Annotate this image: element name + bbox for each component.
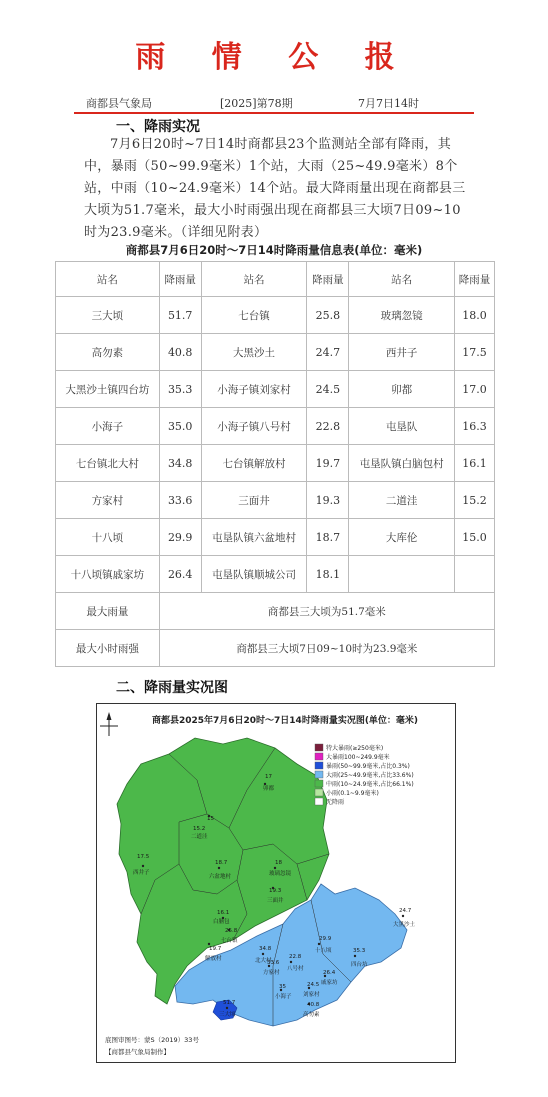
map-station-label: 玻璃忽镜 [269, 871, 292, 877]
max-rain-label: 最大雨量 [56, 593, 160, 630]
map-value-label: 40.8 [307, 1002, 320, 1008]
bulletin-title: 雨 情 公 报 [135, 40, 413, 75]
station-name: 十八顷 [56, 519, 160, 556]
map-value-label: 33.6 [267, 960, 280, 966]
rain-value: 19.7 [307, 445, 349, 482]
table-caption: 商都县7月6日20时～7日14时降雨量信息表(单位：毫米) [125, 243, 423, 257]
station-name: 大黑沙土 [201, 334, 307, 371]
station-name: 屯垦队 [349, 408, 455, 445]
rain-value: 15.2 [455, 482, 495, 519]
map-station-label: 四台坊 [351, 962, 368, 968]
station-name: 高勿素 [56, 334, 160, 371]
rain-value: 26.4 [159, 556, 201, 593]
map-value-label: 18 [275, 860, 282, 866]
map-value-label: 19.3 [269, 888, 282, 894]
max-hour-label: 最大小时雨强 [56, 630, 160, 667]
map-value-label: 17 [265, 774, 272, 780]
map-station-label: 解放村 [205, 956, 222, 962]
map-station-label: 刘家村 [303, 992, 320, 998]
table-row [56, 519, 495, 556]
max-rain-row [56, 593, 495, 630]
rain-value: 40.8 [159, 334, 201, 371]
map-value-label: 19.7 [209, 946, 222, 952]
rain-value: 29.9 [159, 519, 201, 556]
table-row [56, 334, 495, 371]
header-value: 降雨量 [307, 262, 349, 297]
map-station-label: 白脑包 [213, 919, 230, 925]
map-footer-ref: 底图审图号：蒙S（2019）33号 [105, 1036, 199, 1044]
station-name: 方家村 [56, 482, 160, 519]
map-value-label: 24.5 [307, 982, 320, 988]
map-value-label: 15.2 [193, 826, 206, 832]
rainfall-map-svg [97, 704, 455, 1062]
table-row [56, 297, 495, 334]
rain-value: 15.0 [455, 519, 495, 556]
station-name: 三面井 [201, 482, 307, 519]
rain-value: 35.0 [159, 408, 201, 445]
rain-value: 34.8 [159, 445, 201, 482]
map-station-label: 八号村 [287, 966, 304, 972]
section2-heading: 二、降雨量实况图 [116, 680, 228, 696]
station-name: 玻璃忽镜 [349, 297, 455, 334]
station-name: 七台镇解放村 [201, 445, 307, 482]
station-name: 三大顷 [56, 297, 160, 334]
rain-value [455, 556, 495, 593]
map-value-label: 35.3 [353, 948, 366, 954]
max-hour-row [56, 630, 495, 667]
table-header-row [56, 262, 495, 297]
map-station-label: 三面井 [267, 898, 284, 904]
legend-label: 无降雨 [326, 799, 345, 806]
map-station-label: 大黑沙土 [393, 922, 416, 928]
map-footer-maker: 【商都县气象局制作】 [105, 1048, 170, 1056]
map-station-label: 二道洼 [191, 834, 208, 840]
rain-value: 24.7 [307, 334, 349, 371]
rain-value: 24.5 [307, 371, 349, 408]
map-value-label: 35 [279, 984, 286, 990]
header-value: 降雨量 [159, 262, 201, 297]
header-value: 降雨量 [455, 262, 495, 297]
map-value-label: 16.1 [217, 910, 230, 916]
rain-value: 18.7 [307, 519, 349, 556]
max-rain-value: 商都县三大顷为51.7毫米 [159, 593, 494, 630]
legend-label: 大暴雨100~249.9毫米 [326, 754, 390, 761]
station-name: 屯垦队镇顺城公司 [201, 556, 307, 593]
map-station-label: 卯都 [263, 786, 275, 792]
section1-paragraph: 7月6日20时~7日14时商都县23个监测站全部有降雨，其中，暴雨（50~99.9毫米）1个站，大雨（25~49.9毫米）8个站，中雨（10~24.9毫米）14个站。最大降雨量出现在商都县三大顷为51.7毫米，最大小时雨强出现在商都县三大顷7日09~10时为23.9毫米。（详细见附表） [84, 137, 466, 240]
table-row [56, 556, 495, 593]
station-name: 小海子 [56, 408, 160, 445]
station-name: 大黑沙土镇四台坊 [56, 371, 160, 408]
map-footer [105, 1035, 199, 1056]
map-station-label: 小海子 [275, 994, 292, 1000]
map-value-label: 22.8 [289, 954, 302, 960]
map-value-label: 17.5 [137, 854, 150, 860]
rain-value: 51.7 [159, 297, 201, 334]
north-arrow-icon [100, 712, 118, 736]
rain-value: 33.6 [159, 482, 201, 519]
issue-date: 7月7日14时 [358, 97, 419, 110]
station-name: 十八顷镇戚家坊 [56, 556, 160, 593]
rain-value: 18.0 [455, 297, 495, 334]
rain-value: 25.8 [307, 297, 349, 334]
rain-value: 16.1 [455, 445, 495, 482]
map-station-label: 戚家坊 [321, 980, 338, 986]
map-title: 商都县2025年7月6日20时～7日14时降雨量实况图(单位：毫米) [151, 716, 419, 726]
map-value-label: 18.7 [215, 860, 228, 866]
header-station: 站名 [349, 262, 455, 297]
rain-value: 19.3 [307, 482, 349, 519]
map-station-label: 西井子 [133, 870, 150, 876]
station-name: 二道洼 [349, 482, 455, 519]
header-station: 站名 [56, 262, 160, 297]
rain-value: 22.8 [307, 408, 349, 445]
rainfall-map [96, 703, 456, 1063]
station-name: 小海子镇刘家村 [201, 371, 307, 408]
header-station: 站名 [201, 262, 307, 297]
station-name [349, 556, 455, 593]
station-name: 屯垦队镇白脑包村 [349, 445, 455, 482]
table-row [56, 371, 495, 408]
table-row [56, 445, 495, 482]
section1-heading: 一、降雨实况 [116, 119, 200, 135]
header-divider [74, 112, 474, 114]
station-name: 七台镇 [201, 297, 307, 334]
map-station-label: 七台镇 [221, 938, 238, 944]
legend-label: 小雨(0.1~9.9毫米) [326, 790, 379, 797]
map-value-label: 24.7 [399, 908, 412, 914]
station-name: 大库伦 [349, 519, 455, 556]
map-station-label: 十八顷 [315, 948, 332, 954]
bureau-name: 商都县气象局 [86, 97, 152, 110]
map-station-label: 六盆地村 [209, 874, 232, 880]
map-station-label: 三大顷 [219, 1012, 236, 1018]
map-value-label: 15 [207, 816, 214, 822]
rain-value: 35.3 [159, 371, 201, 408]
rainfall-table [55, 261, 495, 667]
map-station-label: 高勿素 [303, 1012, 320, 1018]
map-value-label: 29.9 [319, 936, 332, 942]
map-value-label: 34.8 [259, 946, 272, 952]
table-row [56, 408, 495, 445]
legend-label: 中雨(10~24.9毫米,占比66.1%) [326, 781, 414, 788]
station-name: 屯垦队镇六盆地村 [201, 519, 307, 556]
map-value-label: 25.8 [225, 928, 238, 934]
map-value-label: 51.7 [223, 1000, 236, 1006]
map-legend [315, 744, 414, 806]
rain-value: 17.0 [455, 371, 495, 408]
table-row [56, 482, 495, 519]
station-name: 西井子 [349, 334, 455, 371]
station-name: 卯都 [349, 371, 455, 408]
legend-label: 大雨(25~49.9毫米,占比33.6%) [326, 772, 414, 779]
map-station-label: 方家村 [263, 970, 280, 976]
station-name: 小海子镇八号村 [201, 408, 307, 445]
legend-label: 暴雨(50~99.9毫米,占比0.3%) [326, 763, 410, 770]
rain-value: 18.1 [307, 556, 349, 593]
rain-value: 16.3 [455, 408, 495, 445]
rain-value: 17.5 [455, 334, 495, 371]
max-hour-value: 商都县三大顷7日09~10时为23.9毫米 [159, 630, 494, 667]
legend-label: 特大暴雨(≥250毫米) [326, 745, 384, 752]
map-station-label: 北大村 [255, 958, 272, 964]
map-value-label: 26.4 [323, 970, 336, 976]
station-name: 七台镇北大村 [56, 445, 160, 482]
issue-number: [2025]第78期 [220, 97, 293, 110]
